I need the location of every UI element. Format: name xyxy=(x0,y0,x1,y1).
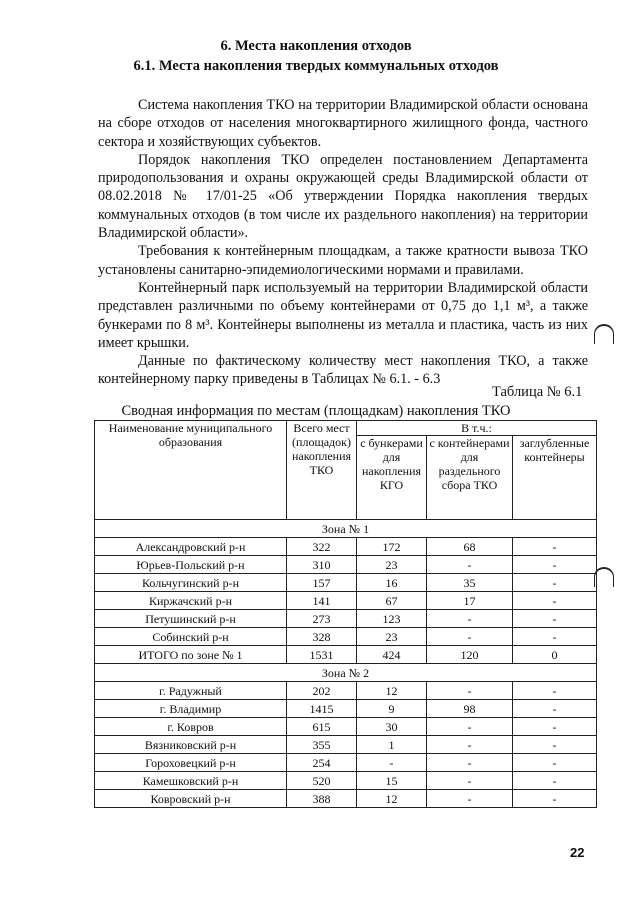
table-row xyxy=(95,556,597,574)
page-number: 22 xyxy=(570,845,585,860)
cell-total: 328 xyxy=(287,628,357,646)
cell-bunkers: 1 xyxy=(357,736,427,754)
table-row xyxy=(95,682,597,700)
summary-table xyxy=(94,420,597,808)
cell-total: 615 xyxy=(287,718,357,736)
paragraph-3: Требования к контейнерным площадкам, а также кратности вывоза ТКО установлены санитарно-эпидемиологическими нормами и правилами. xyxy=(98,243,588,278)
cell-total: 1531 xyxy=(287,646,357,664)
table-body xyxy=(95,520,597,808)
cell-total: 141 xyxy=(287,592,357,610)
cell-bunkers: 23 xyxy=(357,628,427,646)
cell-total: 388 xyxy=(287,790,357,808)
cell-separate: - xyxy=(427,682,513,700)
table-caption: Сводная информация по местам (площадкам) накопления ТКО xyxy=(121,403,511,419)
cell-municipality: г. Радужный xyxy=(95,682,287,700)
zone-2-label: Зона № 2 xyxy=(95,664,597,682)
header-separate: с контейнерами для раздельного сбора ТКО xyxy=(427,436,513,520)
table-row xyxy=(95,592,597,610)
cell-bunkers: 12 xyxy=(357,790,427,808)
cell-municipality: Киржачский р-н xyxy=(95,592,287,610)
cell-municipality: Собинский р-н xyxy=(95,628,287,646)
cell-bunkers: 16 xyxy=(357,574,427,592)
cell-bunkers: 172 xyxy=(357,538,427,556)
cell-underground: - xyxy=(513,718,597,736)
cell-total: 254 xyxy=(287,754,357,772)
cell-underground: - xyxy=(513,682,597,700)
cell-total: 520 xyxy=(287,772,357,790)
table-row xyxy=(95,790,597,808)
cell-separate: 98 xyxy=(427,700,513,718)
cell-municipality: Гороховецкий р-н xyxy=(95,754,287,772)
cell-total: 310 xyxy=(287,556,357,574)
cell-underground: - xyxy=(513,628,597,646)
section-subtitle: 6.1. Места накопления твердых коммунальных отходов xyxy=(133,58,499,74)
cell-separate: - xyxy=(427,718,513,736)
table-row xyxy=(95,700,597,718)
cell-separate: - xyxy=(427,556,513,574)
header-including: В т.ч.: xyxy=(357,421,597,436)
cell-bunkers: 67 xyxy=(357,592,427,610)
cell-separate: - xyxy=(427,736,513,754)
table-row xyxy=(95,628,597,646)
table-label: Таблица № 6.1 xyxy=(492,384,583,400)
cell-separate: - xyxy=(427,790,513,808)
table-row xyxy=(95,610,597,628)
cell-total: 355 xyxy=(287,736,357,754)
paragraph-2: Порядок накопления ТКО определен постановлением Департамента природопользования и охраны окружающей среды Владимирской области от 08.02.2018 № 17/01-25 «Об утверждении Порядка накопления твердых коммунальных отходов (в том числе их раздельного накопления) на территории Владимирской области». xyxy=(98,151,588,242)
cell-underground: - xyxy=(513,754,597,772)
cell-underground: - xyxy=(513,574,597,592)
header-municipality: Наименование муниципального образования xyxy=(95,421,287,520)
cell-municipality: Юрьев-Польский р-н xyxy=(95,556,287,574)
cell-total: 273 xyxy=(287,610,357,628)
cell-separate: 17 xyxy=(427,592,513,610)
cell-municipality: Петушинский р-н xyxy=(95,610,287,628)
header-total: Всего мест (площадок) накопления ТКО xyxy=(287,421,357,520)
cell-separate: - xyxy=(427,772,513,790)
cell-bunkers: 9 xyxy=(357,700,427,718)
table-row xyxy=(95,646,597,664)
cell-municipality: г. Ковров xyxy=(95,718,287,736)
cell-municipality: г. Владимир xyxy=(95,700,287,718)
cell-underground: 0 xyxy=(513,646,597,664)
cell-bunkers: 424 xyxy=(357,646,427,664)
table-row xyxy=(95,736,597,754)
cell-bunkers: 15 xyxy=(357,772,427,790)
paragraph-1: Система накопления ТКО на территории Владимирской области основана на сборе отходов от населения многоквартирного жилищного фонда, частного сектора и хозяйствующих субъектов. xyxy=(98,97,588,150)
cell-total: 157 xyxy=(287,574,357,592)
cell-municipality: ИТОГО по зоне № 1 xyxy=(95,646,287,664)
body-text xyxy=(98,96,588,389)
cell-total: 322 xyxy=(287,538,357,556)
margin-mark-icon xyxy=(594,324,614,344)
cell-municipality: Александровский р-н xyxy=(95,538,287,556)
cell-underground: - xyxy=(513,592,597,610)
cell-underground: - xyxy=(513,772,597,790)
cell-separate: 35 xyxy=(427,574,513,592)
cell-bunkers: 12 xyxy=(357,682,427,700)
table-row xyxy=(95,718,597,736)
cell-municipality: Вязниковский р-н xyxy=(95,736,287,754)
cell-bunkers: 123 xyxy=(357,610,427,628)
cell-underground: - xyxy=(513,790,597,808)
cell-underground: - xyxy=(513,610,597,628)
header-underground: заглубленные контейнеры xyxy=(513,436,597,520)
cell-total: 202 xyxy=(287,682,357,700)
cell-municipality: Кольчугинский р-н xyxy=(95,574,287,592)
cell-bunkers: 30 xyxy=(357,718,427,736)
cell-underground: - xyxy=(513,700,597,718)
cell-bunkers: - xyxy=(357,754,427,772)
paragraph-4: Контейнерный парк используемый на территории Владимирской области представлен различными по объему контейнерами от 0,75 до 1,1 м³, а также бункерами по 8 м³. Контейнеры выполнены из металла и пластика, часть из них имеет крышки. xyxy=(98,279,588,351)
cell-underground: - xyxy=(513,556,597,574)
paragraph-5: Данные по фактическому количеству мест накопления ТКО, а также контейнерному парку приведены в Таблицах № 6.1. - 6.3 xyxy=(98,353,588,388)
table-row xyxy=(95,754,597,772)
cell-separate: 120 xyxy=(427,646,513,664)
section-title: 6. Места накопления отходов xyxy=(220,38,412,54)
table-row xyxy=(95,772,597,790)
table-row xyxy=(95,574,597,592)
cell-underground: - xyxy=(513,538,597,556)
cell-municipality: Ковровский р-н xyxy=(95,790,287,808)
cell-separate: - xyxy=(427,628,513,646)
cell-separate: - xyxy=(427,754,513,772)
cell-underground: - xyxy=(513,736,597,754)
cell-separate: - xyxy=(427,610,513,628)
table-row xyxy=(95,538,597,556)
cell-municipality: Камешковский р-н xyxy=(95,772,287,790)
zone-1-label: Зона № 1 xyxy=(95,520,597,538)
cell-bunkers: 23 xyxy=(357,556,427,574)
cell-total: 1415 xyxy=(287,700,357,718)
margin-mark-icon xyxy=(594,567,614,587)
cell-separate: 68 xyxy=(427,538,513,556)
header-bunkers: с бункерами для накопления КГО xyxy=(357,436,427,520)
